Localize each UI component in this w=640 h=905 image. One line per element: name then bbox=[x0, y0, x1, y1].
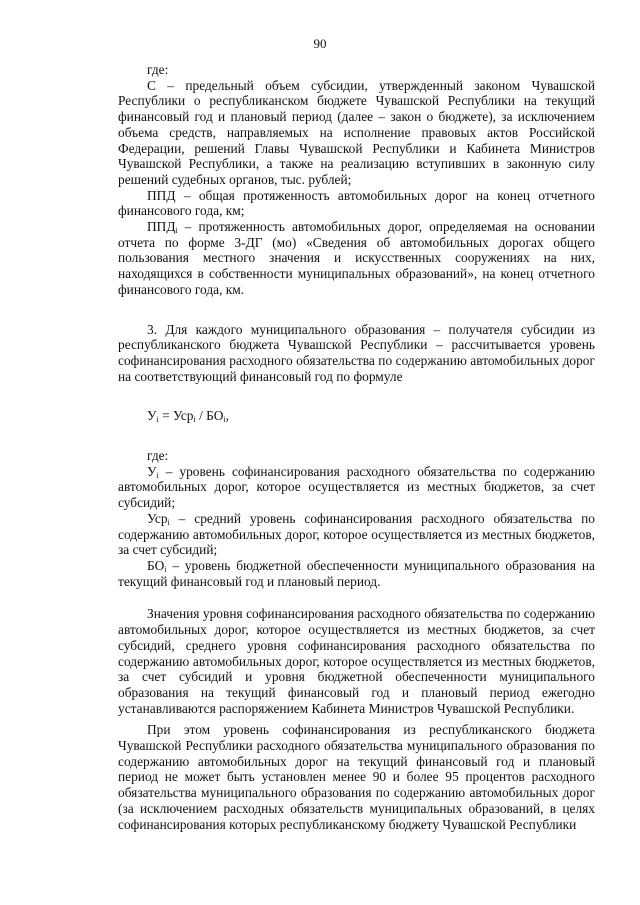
symbol-usr-i-subscript: i bbox=[167, 517, 170, 527]
page-body bbox=[118, 62, 595, 832]
symbol-ppd-i-subscript: i bbox=[175, 226, 178, 236]
definition-ppd-i bbox=[118, 219, 595, 298]
formula-tail: , bbox=[225, 408, 229, 424]
symbol-bo-i-subscript: i bbox=[164, 564, 167, 574]
symbol-ppd: ППД bbox=[147, 187, 176, 203]
symbol-ppd-i: ППД bbox=[147, 219, 176, 235]
formula-bo-subscript: i bbox=[223, 415, 226, 425]
level-paragraph: При этом уровень софинансирования из республиканского бюджета Чувашской Республики расходного обязательства муниципального образования по содержанию автомобильных дорог на текущий финансовый год и плановый период не может быть установлен менее 90 и более 95 процентов расходного обязательства муниципального образования по содержанию автомобильных дорог (за исключением расходных обязательств муниципальных образований, в целях софинансирования которых республиканскому бюджету Чувашской Республики bbox=[118, 722, 595, 832]
symbol-c: С bbox=[147, 77, 156, 93]
symbol-usr-i: Уср bbox=[147, 510, 168, 526]
definition-ppd-i-text: – протяженность автомобильных дорог, определяемая на основании отчета по форме 3-ДГ (мо) «Сведения об автомобильных дорогах общего пользования местного значения и искусственных сооружениях на них, находящихся в собственности муниципальных образований», на конец отчетного финансового года, км. bbox=[118, 219, 595, 297]
definition-bo-i bbox=[118, 558, 595, 589]
values-paragraph: Значения уровня софинансирования расходного обязательства по содержанию автомобильных дорог, которое осуществляется из местных бюджетов, за счет субсидий, среднего уровня софинансирования расходного обязательства по содержанию автомобильных дорог, которое осуществляется из местных бюджетов, за счет субсидий и уровня бюджетной обеспеченности муниципального образования на текущий финансовый год и плановый период ежегодно устанавливаются распоряжением Кабинета Министров Чувашской Республики. bbox=[118, 606, 595, 716]
symbol-ui-subscript: i bbox=[156, 470, 159, 480]
definition-usr-i-text: – средний уровень софинансирования расходного обязательства по содержанию автомобильных дорог, которое осуществляется из местных бюджетов, за счет субсидий; bbox=[118, 510, 595, 558]
definition-ui bbox=[118, 464, 595, 511]
symbol-ui: У bbox=[147, 463, 157, 479]
symbol-bo-i: БО bbox=[147, 557, 165, 573]
definition-usr-i bbox=[118, 511, 595, 558]
formula bbox=[118, 408, 595, 424]
definition-ppd-text: – общая протяженность автомобильных дорог на конец отчетного финансового года, км; bbox=[118, 187, 595, 219]
definition-ppd bbox=[118, 188, 595, 219]
formula-equals-usr: = Уср bbox=[158, 408, 194, 424]
definition-ui-text: – уровень софинансирования расходного обязательства по содержанию автомобильных дорог, которое осуществляется из местных бюджетов, за счет субсидий; bbox=[118, 463, 595, 511]
page-number: 90 bbox=[313, 36, 327, 51]
definition-c bbox=[118, 78, 595, 188]
formula-divide-bo: / БО bbox=[195, 408, 224, 424]
formula-lhs-subscript: i bbox=[156, 415, 159, 425]
definition-c-text: – предельный объем субсидии, утвержденный законом Чувашской Республики о республиканском бюджете Чувашской Республики на текущий финансовый год и плановый период (далее – закон о бюджете), за исключением объема средств, направляемых на исполнение правовых актов Российской Федерации, решений Главы Чувашской Республики и Кабинета Министров Чувашской Республики, а также на реализацию вступивших в законную силу решений судебных органов, тыс. рублей; bbox=[118, 77, 595, 187]
item-3-paragraph: 3. Для каждого муниципального образования – получателя субсидии из республиканского бюджета Чувашской Республики – рассчитывается уровень софинансирования расходного обязательства по содержанию автомобильных дорог на соответствующий финансовый год по формуле bbox=[118, 321, 595, 384]
formula-usr-subscript: i bbox=[193, 415, 196, 425]
where-label-1: где: bbox=[147, 62, 169, 77]
definition-bo-i-text: – уровень бюджетной обеспеченности муниципального образования на текущий финансовый год и плановый период. bbox=[118, 557, 595, 589]
formula-lhs: У bbox=[147, 408, 157, 424]
where-label-2: где: bbox=[147, 448, 169, 464]
